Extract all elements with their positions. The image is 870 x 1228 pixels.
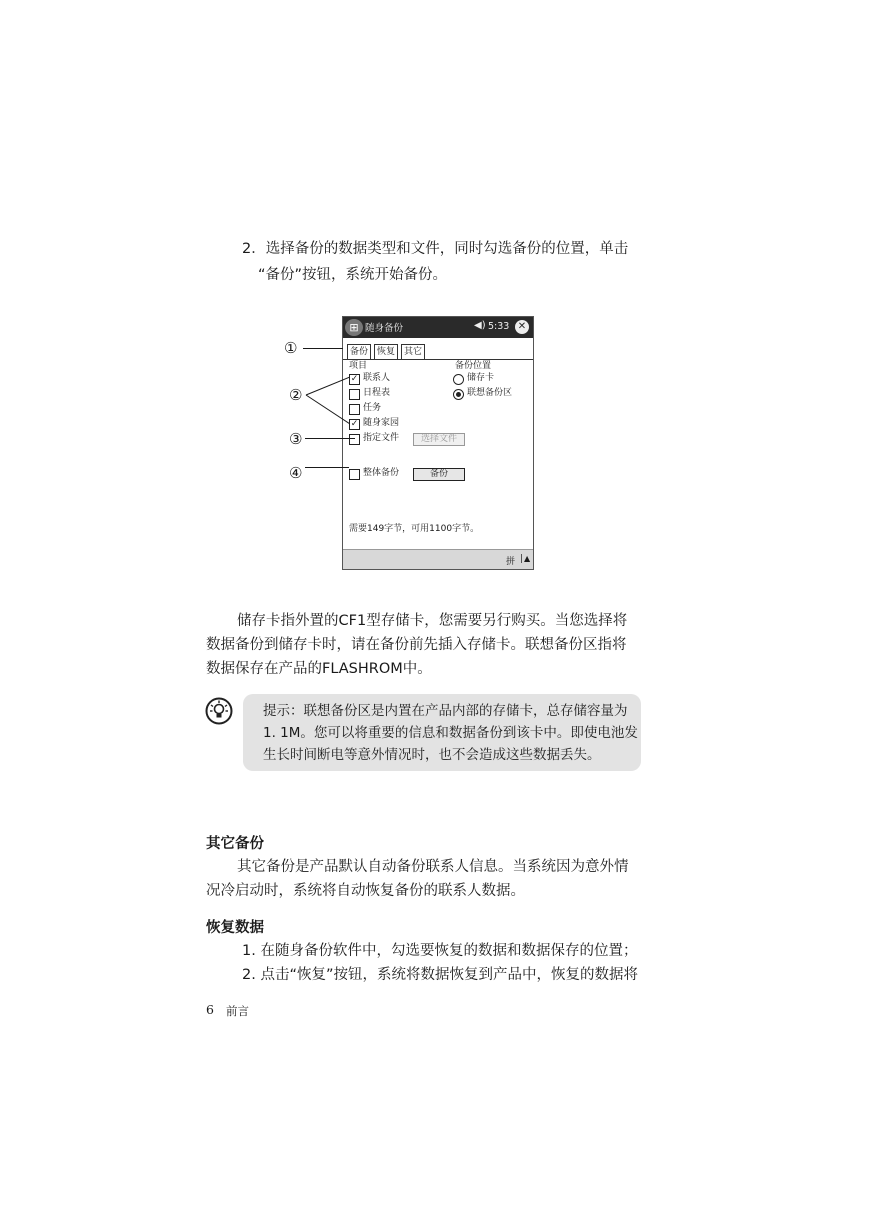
other-backup-line-1: 其它备份是产品默认自动备份联系人信息。当系统因为意外情 xyxy=(237,859,629,875)
restore-heading: 恢复数据 xyxy=(206,920,264,936)
location-section-label: 备份位置 xyxy=(455,361,492,371)
step-2-line-2: “备份”按钮，系统开始备份。 xyxy=(258,267,448,283)
device-status-text: 需要149字节，可用1100字节。 xyxy=(349,524,480,534)
page-number: 6 xyxy=(206,1002,214,1017)
volume-icon[interactable]: ◀) xyxy=(474,320,486,331)
restore-line-2: 2. 点击“恢复”按钮，系统将数据恢复到产品中，恢复的数据将 xyxy=(242,967,638,983)
storage-card-label: 储存卡 xyxy=(467,373,495,383)
lightbulb-icon xyxy=(205,697,233,725)
callout-1-line xyxy=(303,348,343,349)
device-title-bar xyxy=(343,317,533,338)
contacts-checkbox[interactable]: ✓ xyxy=(350,374,359,384)
callout-4-line xyxy=(305,467,349,468)
device-bottom-bar xyxy=(343,549,533,570)
home-checkbox[interactable]: ✓ xyxy=(350,419,359,429)
para1-line-2: 数据备份到储存卡时，请在备份前先插入存储卡。联想备份区指将 xyxy=(206,637,627,653)
device-clock: 5:33 xyxy=(488,321,510,332)
storage-card-radio[interactable] xyxy=(453,374,464,385)
tip-line-2: 1. 1M。您可以将重要的信息和数据备份到该卡中。即使电池发 xyxy=(263,725,638,741)
tab-restore[interactable]: 恢复 xyxy=(374,344,398,359)
full-backup-checkbox[interactable] xyxy=(349,469,360,480)
select-file-button[interactable]: 选择文件 xyxy=(413,433,465,446)
calendar-label: 日程表 xyxy=(363,388,391,398)
tab-divider xyxy=(343,359,533,360)
tab-backup[interactable]: 备份 xyxy=(347,344,371,360)
full-backup-label: 整体备份 xyxy=(363,468,400,478)
callout-2-bracket-lines xyxy=(304,376,350,426)
tip-line-3: 生长时间断电等意外情况时，也不会造成这些数据丢失。 xyxy=(263,747,601,763)
callout-4: ④ xyxy=(289,464,303,482)
lenovo-backup-area-label: 联想备份区 xyxy=(467,388,513,398)
para1-line-1: 储存卡指外置的CF1型存储卡，您需要另行购买。当您选择将 xyxy=(237,613,628,629)
items-section-label: 项目 xyxy=(349,361,368,371)
other-backup-heading: 其它备份 xyxy=(206,836,264,852)
contacts-label: 联系人 xyxy=(363,373,391,383)
callout-3-line xyxy=(305,438,355,439)
tasks-label: 任务 xyxy=(363,403,382,413)
callout-3: ③ xyxy=(289,430,303,448)
other-backup-line-2: 况冷启动时，系统将自动恢复备份的联系人数据。 xyxy=(206,883,525,899)
para1-line-3: 数据保存在产品的FLASHROM中。 xyxy=(206,661,432,677)
tab-other[interactable]: 其它 xyxy=(401,344,425,359)
specified-file-label: 指定文件 xyxy=(363,433,400,443)
input-method-label[interactable]: 拼 xyxy=(506,557,516,567)
lenovo-backup-area-radio[interactable] xyxy=(453,389,464,400)
home-label: 随身家园 xyxy=(363,418,400,428)
windows-logo-icon[interactable]: ⊞ xyxy=(345,319,363,336)
callout-2: ② xyxy=(289,386,303,404)
input-panel-arrow-icon[interactable]: ▲ xyxy=(521,554,530,563)
backup-button[interactable]: 备份 xyxy=(413,468,465,481)
specified-file-checkbox[interactable] xyxy=(349,434,360,445)
calendar-checkbox[interactable] xyxy=(349,389,360,400)
footer-section-label: 前言 xyxy=(226,1004,249,1018)
callout-1: ① xyxy=(284,339,298,357)
tasks-checkbox[interactable] xyxy=(349,404,360,415)
tip-line-1: 提示：联想备份区是内置在产品内部的存储卡，总存储容量为 xyxy=(263,703,628,719)
device-screenshot xyxy=(342,316,534,570)
step-2-line-1: 2．选择备份的数据类型和文件，同时勾选备份的位置，单击 xyxy=(242,241,629,257)
close-icon[interactable]: ✕ xyxy=(515,320,529,334)
restore-line-1: 1. 在随身备份软件中，勾选要恢复的数据和数据保存的位置； xyxy=(242,943,638,959)
device-app-title: 随身备份 xyxy=(365,323,404,334)
